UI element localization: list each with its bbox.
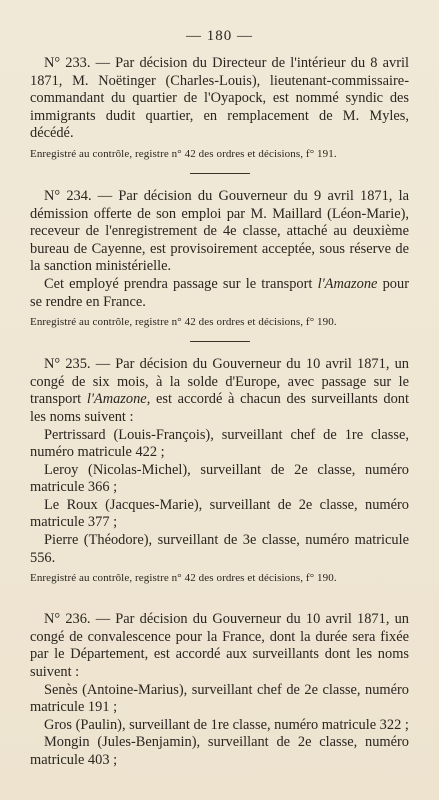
list-item: Gros (Paulin), surveillant de 1re classe, numéro matricule 322 ;: [44, 716, 409, 733]
registration-note: Enregistré au contrôle, registre n° 42 des ordres et décisions, f° 190.: [30, 316, 337, 329]
decision-234: [30, 188, 409, 329]
decision-235: [30, 356, 409, 585]
registration-note: Enregistré au contrôle, registre n° 42 des ordres et décisions, f° 190.: [30, 572, 337, 585]
separator-rule: [190, 341, 250, 342]
decision-text: N° 233. — Par décision du Directeur de l'intérieur du 8 avril 1871, M. Noëtinger (Charles-Louis), lieutenant-commissaire-commandant du quartier de l'Oyapock, est nommé syndic des immigrants dudit quartier, en remplacement de M. Myles, décédé.: [30, 55, 409, 142]
decision-236: [30, 611, 409, 769]
list-item: Mongin (Jules-Benjamin), surveillant de 2e classe, numéro matricule 403 ;: [30, 734, 409, 768]
separator-rule: [190, 173, 250, 174]
decision-text: N° 236. — Par décision du Gouverneur du 10 avril 1871, un congé de convalescence pour la France, dont la durée sera fixée par le Département, est accordé aux surveillants dont les noms suivent :: [30, 611, 409, 681]
list-item: Pierre (Théodore), surveillant de 3e classe, numéro matricule 556.: [30, 532, 409, 566]
registration-note: Enregistré au contrôle, registre n° 42 des ordres et décisions, f° 191.: [30, 147, 337, 160]
list-item: Senès (Antoine-Marius), surveillant chef de 2e classe, numéro matricule 191 ;: [30, 681, 409, 716]
decision-text: N° 234. — Par décision du Gouverneur du 9 avril 1871, la démission offerte de son emploi par M. Maillard (Léon-Marie), receveur de l'enregistrement de 4e classe, attaché au deuxième bureau de Cayenne, est provisoirement acceptée, sous réserve de la sanction ministérielle.: [30, 187, 409, 275]
list-item: Leroy (Nicolas-Michel), surveillant de 2e classe, numéro matricule 366 ;: [30, 461, 409, 496]
decision-text: N° 235. — Par décision du Gouverneur du 10 avril 1871, un congé de six mois, à la solde d'Europe, avec passage sur le transport l'Amazone, est accordé à chacun des surveillants dont les noms suivent :: [30, 356, 409, 425]
page-number: — 180 —: [186, 28, 253, 44]
section-gap: [30, 595, 409, 611]
ship-name: l'Amazone: [317, 275, 378, 292]
decision-233: [30, 55, 409, 161]
list-item: Pertrissard (Louis-François), surveillant chef de 1re classe, numéro matricule 422 ;: [30, 426, 409, 461]
list-item: Le Roux (Jacques-Marie), surveillant de 2e classe, numéro matricule 377 ;: [30, 496, 409, 531]
decision-text-continued: Cet employé prendra passage sur le transport l'Amazone pour se rendre en France.: [30, 275, 409, 310]
ship-name: l'Amazone: [86, 391, 147, 408]
